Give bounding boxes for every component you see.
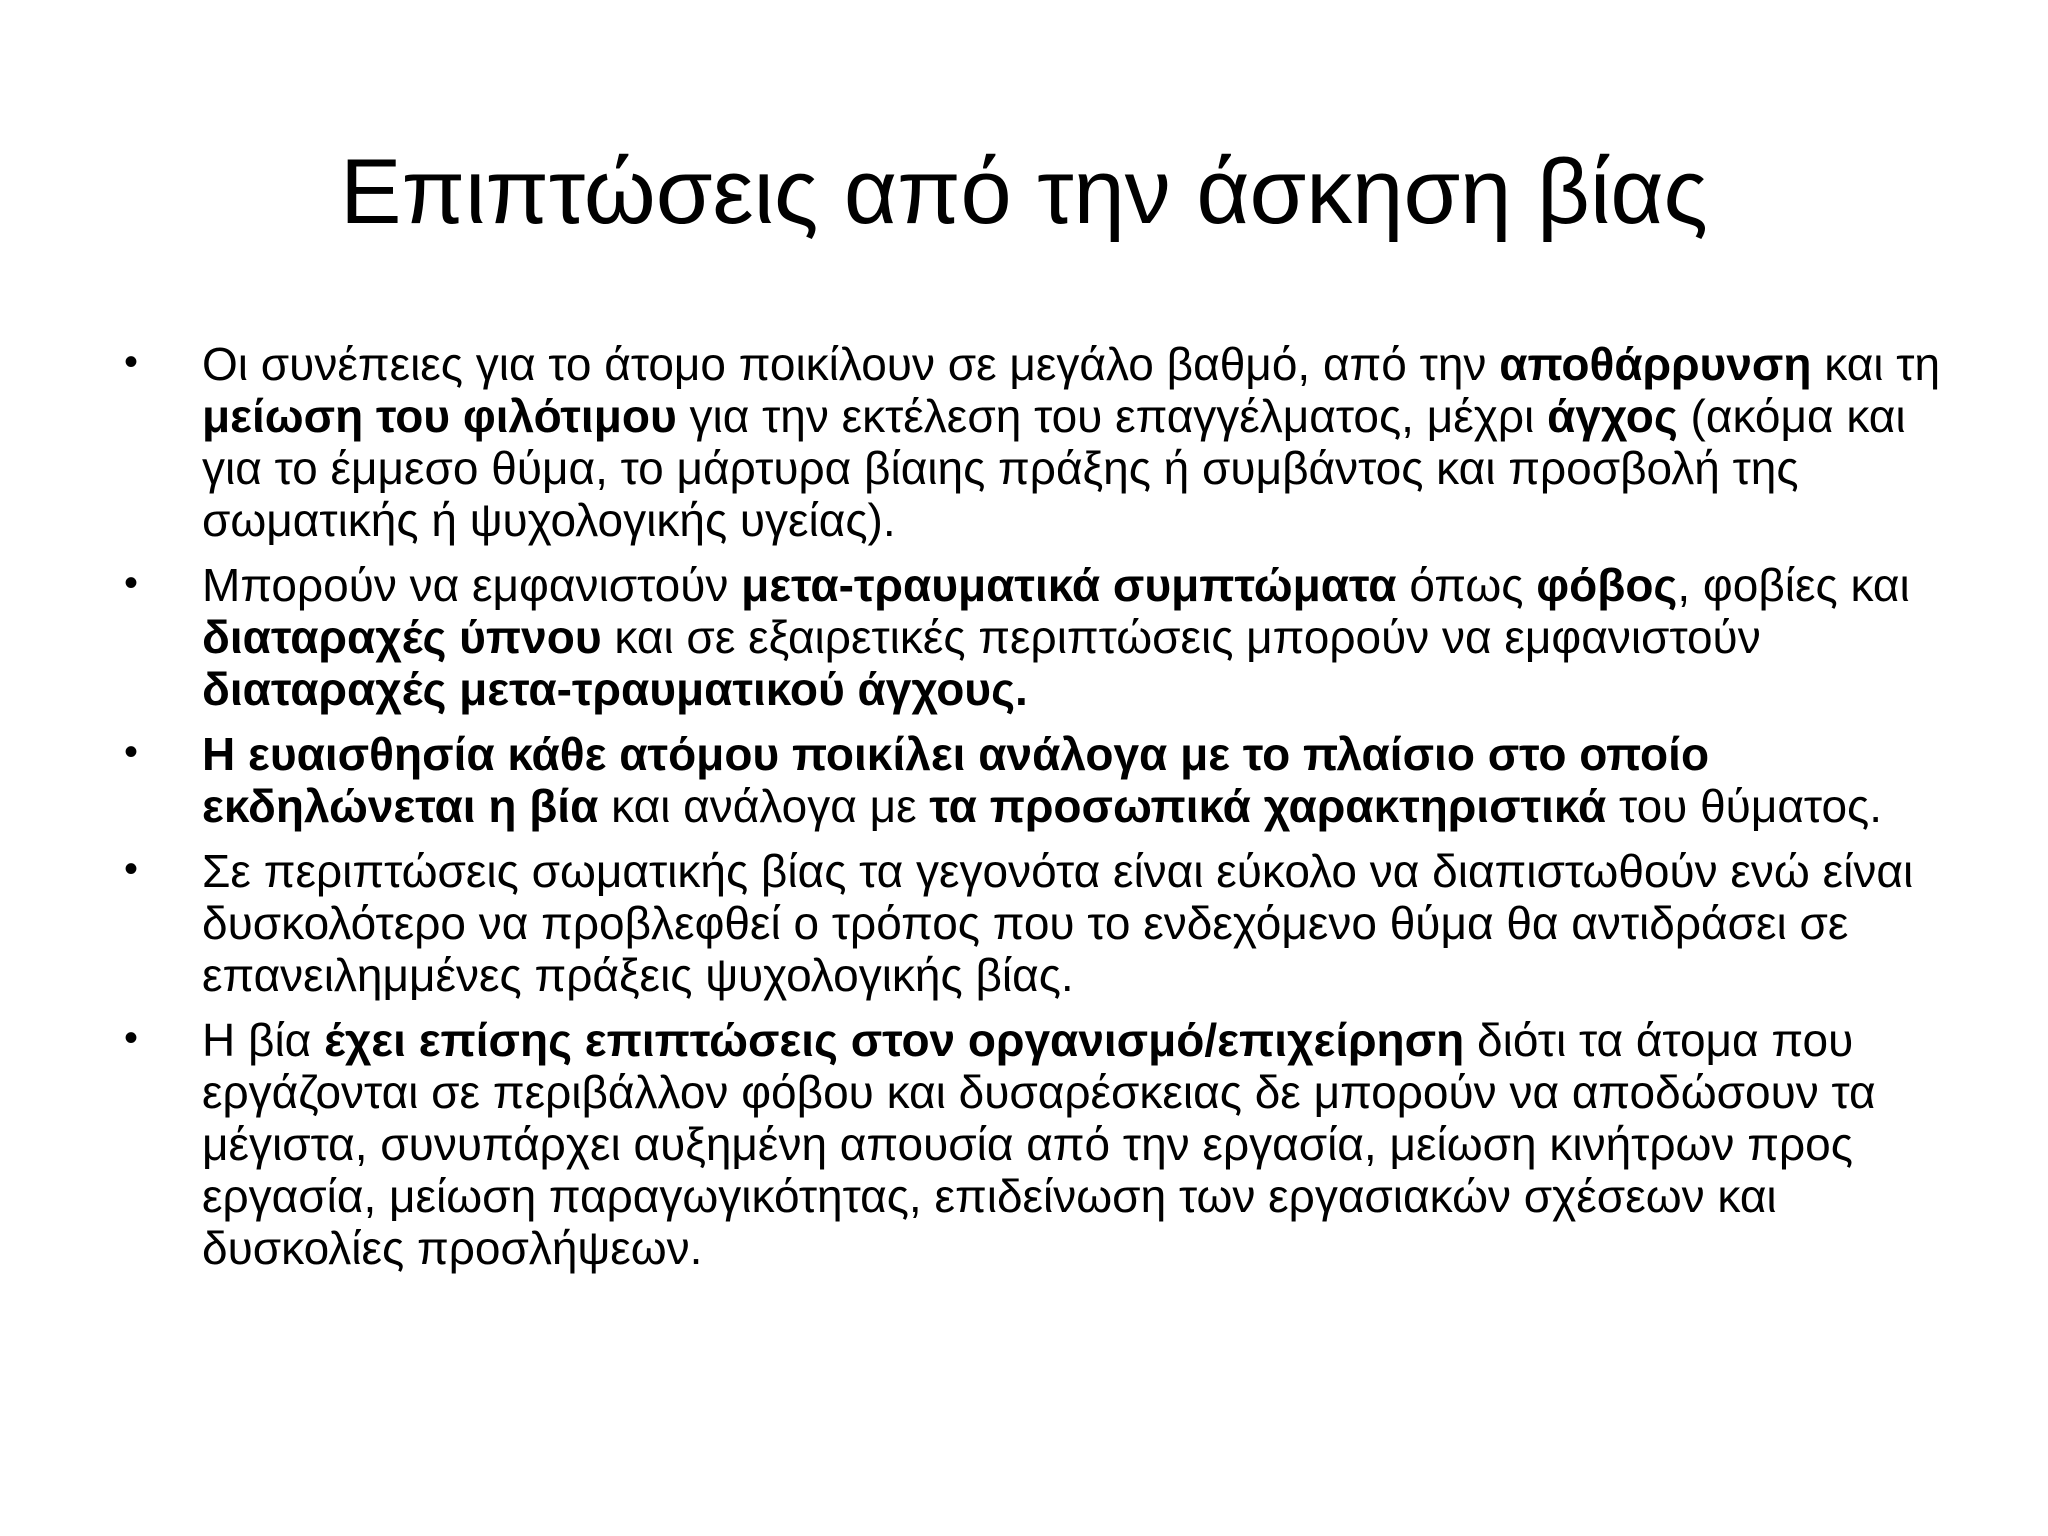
- text-segment: για την εκτέλεση του επαγγέλματος, μέχρι: [676, 390, 1548, 442]
- bullet-item: [122, 728, 1942, 832]
- bold-text-segment: διαταραχές ύπνου: [202, 611, 602, 663]
- bullet-dot-icon: •: [124, 847, 139, 891]
- bold-text-segment: τα προσωπικά χαρακτηριστικά: [929, 780, 1607, 832]
- bullet-dot-icon: •: [124, 340, 139, 384]
- bullet-list: [122, 338, 1942, 1287]
- bold-text-segment: μετα-τραυματικά συμπτώματα: [741, 559, 1397, 611]
- bullet-text: [202, 845, 1913, 1001]
- text-segment: και σε εξαιρετικές περιπτώσεις μπορούν να εμφανιστούν: [601, 611, 1761, 663]
- bold-text-segment: διαταραχές μετα-τραυματικού άγχους.: [202, 663, 1028, 715]
- text-segment: Η βία: [202, 1014, 325, 1066]
- bullet-dot-icon: •: [124, 730, 139, 774]
- bold-text-segment: άγχος: [1547, 390, 1678, 442]
- bullet-text: [202, 1014, 1876, 1274]
- bullet-dot-icon: •: [124, 1016, 139, 1060]
- bold-text-segment: έχει επίσης επιπτώσεις στον οργανισμό/επιχείρηση: [324, 1014, 1465, 1066]
- text-segment: (ακόμα και για το έμμεσο θύμα, το μάρτυρα βίαιης πράξης ή συμβάντος και προσβολή της σωματικής ή ψυχολογικής υγείας).: [202, 390, 1906, 546]
- bullet-dot-icon: •: [124, 561, 139, 605]
- bullet-item: [122, 559, 1942, 715]
- text-segment: διότι τα άτομα που εργάζονται σε περιβάλλον φόβου και δυσαρέσκειας δε μπορούν να αποδώσουν τα μέγιστα, συνυπάρχει αυξημένη απουσία από την εργασία, μείωση κινήτρων προς εργασία, μείωση παραγωγικότητας, επιδείνωση των εργασιακών σχέσεων και δυσκολίες προσλήψεων.: [202, 1014, 1876, 1274]
- bold-text-segment: φόβος: [1536, 559, 1678, 611]
- text-segment: , φοβίες και: [1677, 559, 1910, 611]
- text-segment: όπως: [1396, 559, 1537, 611]
- bullet-text: [202, 559, 1910, 715]
- text-segment: και ανάλογα με: [598, 780, 930, 832]
- bold-text-segment: αποθάρρυνση: [1499, 338, 1812, 390]
- text-segment: Μπορούν να εμφανιστούν: [202, 559, 742, 611]
- text-segment: του θύματος.: [1606, 780, 1882, 832]
- bold-text-segment: μείωση του φιλότιμου: [202, 390, 677, 442]
- slide-title: Επιπτώσεις από την άσκηση βίας: [340, 141, 1708, 243]
- bullet-item: [122, 845, 1942, 1001]
- text-segment: Σε περιπτώσεις σωματικής βίας τα γεγονότα είναι εύκολο να διαπιστωθούν ενώ είναι δυσκολότερο να προβλεφθεί ο τρόπος που το ενδεχόμενο θύμα θα αντιδράσει σε επανειλημμένες πράξεις ψυχολογικής βίας.: [202, 845, 1914, 1001]
- bullet-item: [122, 1014, 1942, 1274]
- bullet-text: [202, 728, 1882, 832]
- text-segment: και τη: [1811, 338, 1941, 390]
- bullet-item: [122, 338, 1942, 546]
- bullet-text: [202, 338, 1940, 546]
- text-segment: Οι συνέπειες για το άτομο ποικίλουν σε μεγάλο βαθμό, από την: [202, 338, 1500, 390]
- bold-text-segment: Η ευαισθησία κάθε ατόμου ποικίλει ανάλογα με το πλαίσιο στο οποίο εκδηλώνεται η βία: [202, 728, 1710, 832]
